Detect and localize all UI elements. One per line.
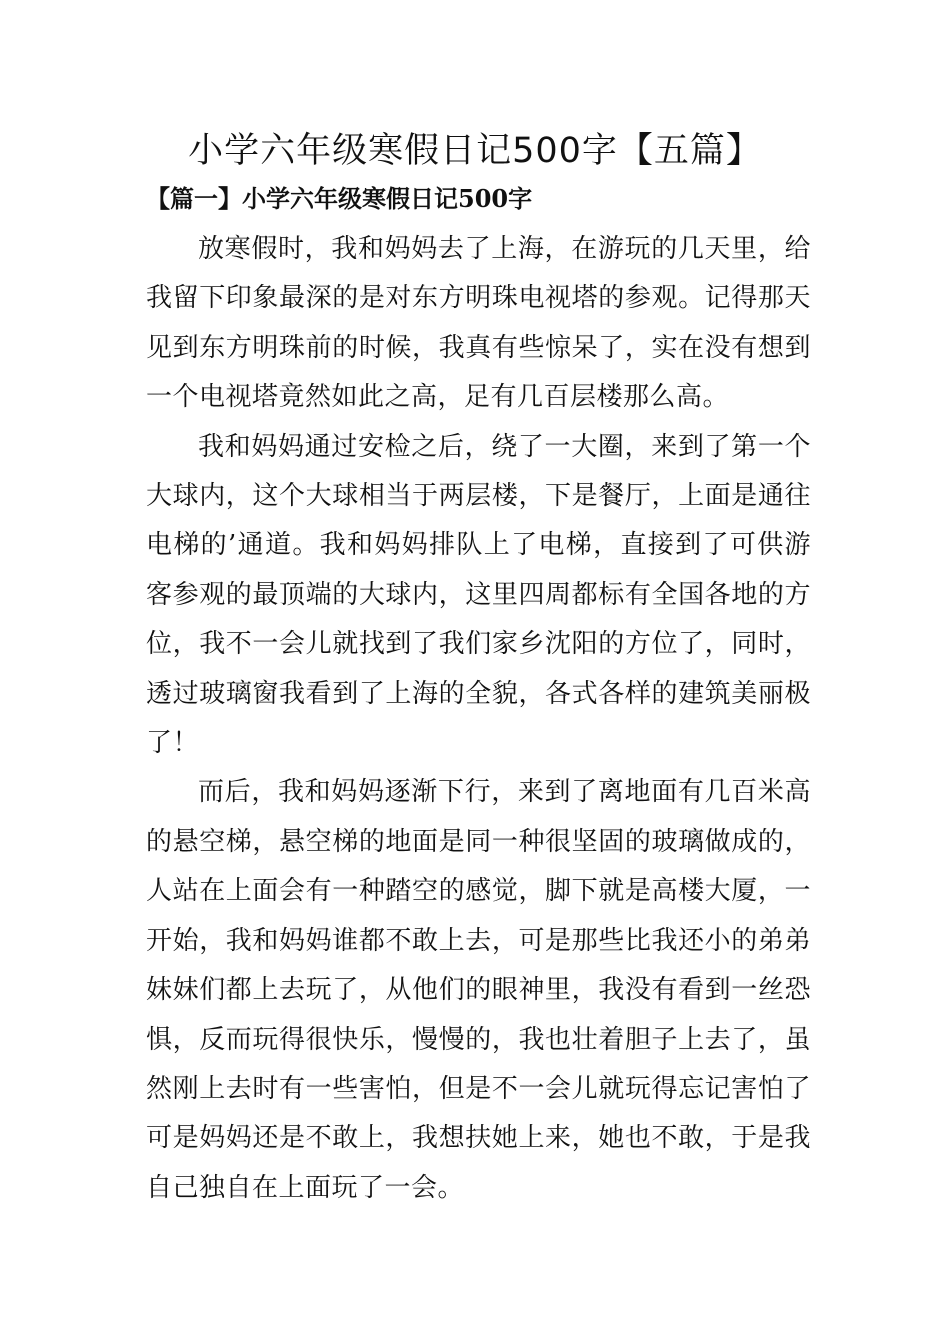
section-heading: 【篇一】小学六年级寒假日记500字 (146, 184, 533, 213)
paragraph-2: 我和妈妈通过安检之后，绕了一大圈，来到了第一个大球内，这个大球相当于两层楼，下是餐厅，上面是通往电梯的’通道。我和妈妈排队上了电梯，直接到了可供游客参观的最顶端的大球内，这里四周都标有全国各地的方位，我不一会儿就找到了我们家乡沈阳的方位了，同时，透过玻璃窗我看到了上海的全貌，各式各样的建筑美丽极了！ (146, 431, 811, 759)
article-body (146, 225, 811, 1213)
paragraph-1: 放寒假时，我和妈妈去了上海，在游玩的几天里，给我留下印象最深的是对东方明珠电视塔的参观。记得那天见到东方明珠前的时候，我真有些惊呆了，实在没有想到一个电视塔竟然如此之高，足有几百层楼那么高。 (146, 234, 811, 413)
document-title: 小学六年级寒假日记500字【五篇】 (188, 131, 762, 171)
paragraph-3: 而后，我和妈妈逐渐下行，来到了离地面有几百米高的悬空梯，悬空梯的地面是同一种很坚固的玻璃做成的，人站在上面会有一种踏空的感觉，脚下就是高楼大厦，一开始，我和妈妈谁都不敢上去，可是那些比我还小的弟弟妹妹们都上去玩了，从他们的眼神里，我没有看到一丝恐惧，反而玩得很快乐，慢慢的，我也壮着胆子上去了，虽然刚上去时有一些害怕，但是不一会儿就玩得忘记害怕了可是妈妈还是不敢上，我想扶她上来，她也不敢，于是我自己独自在上面玩了一会。 (146, 777, 811, 1203)
